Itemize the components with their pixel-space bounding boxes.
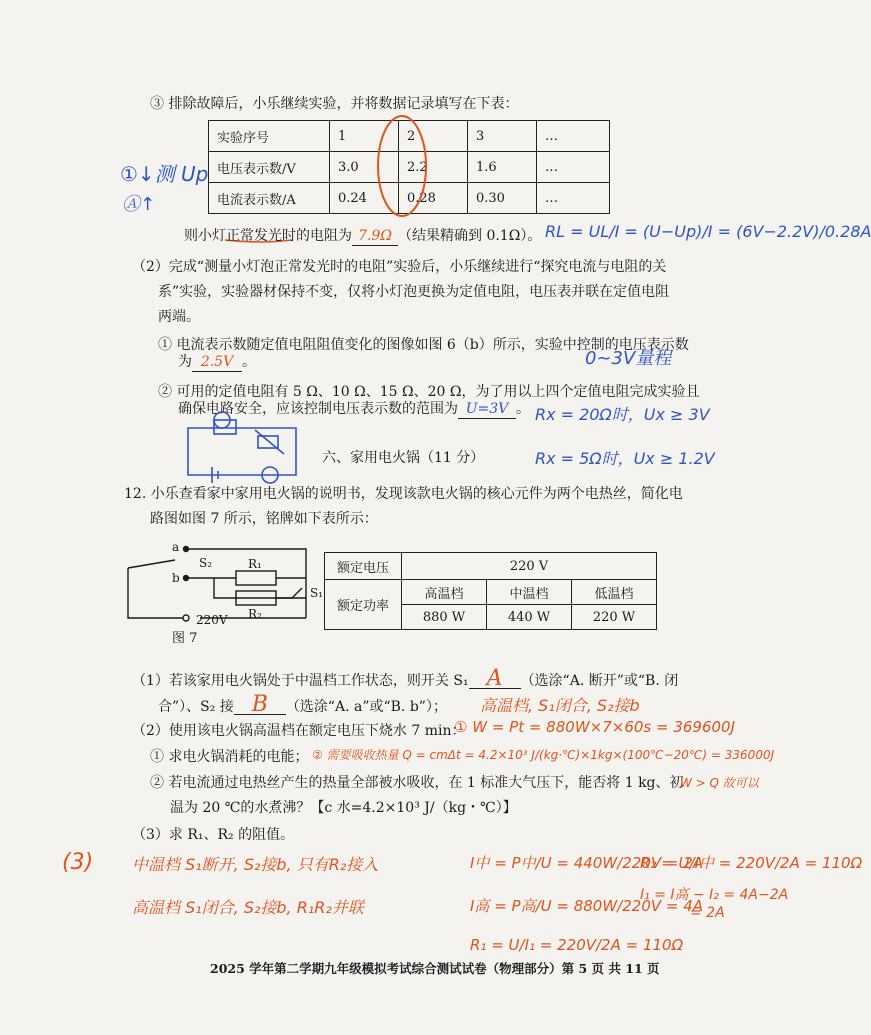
q2-line3: 两端。 [158,309,200,325]
q2-s1-prefix: 为 [178,354,192,370]
table-cell: 440 W [487,605,572,630]
q12-1-line1 [132,666,679,691]
hand-note-p3-label: (3) [62,850,94,875]
hand-note-rx5: Rx = 5Ω时，Ux ≥ 1.2V [535,449,715,468]
figure7-caption: 图 7 [172,631,198,646]
q12-1-answer-s1: A [469,670,521,689]
table-cell: 220 W [572,605,657,630]
q12-2-s2-line2: 温为 20 ℃的水煮沸？【c 水=4.2×10³ J/（kg・℃）】 [170,800,517,816]
q12-line2: 路图如图 7 所示，铭牌如下表所示： [150,511,378,527]
table-row [325,580,657,605]
table-cell: 中温档 [487,580,572,605]
q12-2-line1: （2）使用该电火锅高温档在额定电压下烧水 7 min： [132,723,466,739]
q12-1-line2 [158,692,447,717]
hand-note-q-calc: ② 需要吸收热量 Q = cmΔt = 4.2×10³ J/(kg·℃)×1kg×(100℃−20℃) = 336000J [312,748,775,762]
q12-2-s1: ① 求电火锅消耗的电能； [150,749,309,765]
q2-s2-prefix: 确保电路安全，应该控制电压表示数的范围为 [178,401,458,417]
q2-s1-suffix: 。 [242,354,256,370]
table-cell: 880 W [402,605,487,630]
table-row [325,553,657,580]
hand-note-i1-calc: I₁ = I高 − I₂ = 4A−2A [640,887,789,903]
page-footer: 2025 学年第二学期九年级模拟考试综合测试试卷（物理部分）第 5 页 共 11 页 [210,961,660,976]
table-cell: 0.30 [468,183,537,214]
q2-s2-line1: ② 可用的定值电阻有 5 Ω、10 Ω、15 Ω、20 Ω，为了用以上四个定值电阻完成实验且 [158,384,700,400]
q2-s1-answer-blank: 2.5V [192,353,242,372]
hand-note-q1: 高温档, S₁闭合, S₂接b [480,696,640,715]
table-cell: 高温档 [402,580,487,605]
circuit-label-r1: R₁ [248,557,262,571]
q3-result-suffix: （结果精确到 0.1Ω）。 [398,228,542,244]
q12-1-line2-suffix: （选涂“A. a”或“B. b”）； [285,699,447,715]
table-cell: 2.2 [399,152,468,183]
table-cell: … [537,183,610,214]
q3-result-prefix: 则小灯正常发光时的电阻为 [184,228,352,244]
q12-1-prefix: （1）若该家用电火锅处于中温档工作状态，则开关 S₁ [132,673,469,689]
table-cell: 低温档 [572,580,657,605]
q12-3: （3）求 R₁、R₂ 的阻值。 [132,827,295,843]
table-cell: 额定电压 [325,553,402,580]
section6-title: 六、家用电火锅（11 分） [322,450,485,466]
q3-intro: ③ 排除故障后，小乐继续实验，并将数据记录填写在下表： [150,96,519,112]
hand-note-w-gt-q: W > Q 故可以 [680,776,759,790]
q2-s1-line1: ① 电流表示数随定值电阻阻值变化的图像如图 6（b）所示，实验中控制的电压表示数 [158,337,689,353]
hand-note-rl-formula: RL = UL/I = (U−Up)/I = (6V−2.2V)/0.28A [545,222,871,241]
q12-1-suffix: （选涂“A. 断开”或“B. 闭 [520,673,679,689]
q2-line2: 系”实验，实验器材保持不变，仅将小灯泡更换为定值电阻，电压表并联在定值电阻 [158,284,670,300]
hand-note-rx20: Rx = 20Ω时，Ux ≥ 3V [535,405,710,424]
table-cell: … [537,152,610,183]
q2-line1: （2）完成“测量小灯泡正常发光时的电阻”实验后，小乐继续进行“探究电流与电阻的关 [132,259,667,275]
table-cell: … [537,121,610,152]
hand-note-high-row: 高温档 S₁闭合, S₂接b, R₁R₂并联 [132,898,364,917]
circuit-label-a: a [172,540,180,554]
table-cell: 3 [468,121,537,152]
circuit-label-s2: S₂ [199,556,213,570]
circuit-label-voltage: 220V [196,613,228,627]
table-cell: 实验序号 [209,121,330,152]
table-cell: 220 V [402,553,657,580]
table-cell: 1 [330,121,399,152]
table-cell: 0.24 [330,183,399,214]
hand-note-ammeter: Ⓐ↑ [122,194,156,215]
table-cell: 1.6 [468,152,537,183]
nameplate-table [324,552,657,630]
hand-note-w-calc: ① W = Pt = 880W×7×60s = 369600J [454,718,736,736]
q12-2-s2-line1: ② 若电流通过电热丝产生的热量全部被水吸收，在 1 标准大气压下，能否将 1 kg、初 [150,775,684,791]
table-cell: 2 [399,121,468,152]
q2-s2-suffix: 。 [516,401,530,417]
hand-note-mid-row: 中温档 S₁断开, S₂接b, 只有R₂接入 [132,855,379,874]
table-cell: 0.28 [399,183,468,214]
q12-line1: 12. 小乐查看家中家用电火锅的说明书，发现该款电火锅的核心元件为两个电热丝，简化电 [124,486,683,502]
hand-note-r2-calc: R₂ = U/I中 = 220V/2A = 110Ω [640,854,863,872]
q2-s2-answer-blank: U=3V [458,400,516,419]
table-cell: 额定功率 [325,580,402,630]
hand-note-range: 0~3V量程 [585,348,672,369]
hand-note-i-high: I高 = P高/U = 880W/220V = 4A [470,897,704,915]
circuit-label-b: b [172,571,180,585]
circuit-label-r2: R₂ [248,607,262,621]
circuit-label-s1: S₁ [310,586,324,600]
table-cell: 电流表示数/A [209,183,330,214]
hand-note-r1-calc: R₁ = U/I₁ = 220V/2A = 110Ω [470,936,684,954]
hand-note-i-mid: I中 = P中/U = 440W/220V = 2A [470,854,704,872]
hand-note-measure-up: ①↓测 Up [120,162,209,186]
table-cell: 电压表示数/V [209,152,330,183]
hand-note-i1-result: = 2A [690,905,725,921]
q12-1-line2-prefix: 合”）、S₂ 接 [158,699,234,715]
table-cell: 3.0 [330,152,399,183]
q3-answer-blank: 7.9Ω [352,227,398,246]
q12-1-answer-s2: B [234,696,286,715]
